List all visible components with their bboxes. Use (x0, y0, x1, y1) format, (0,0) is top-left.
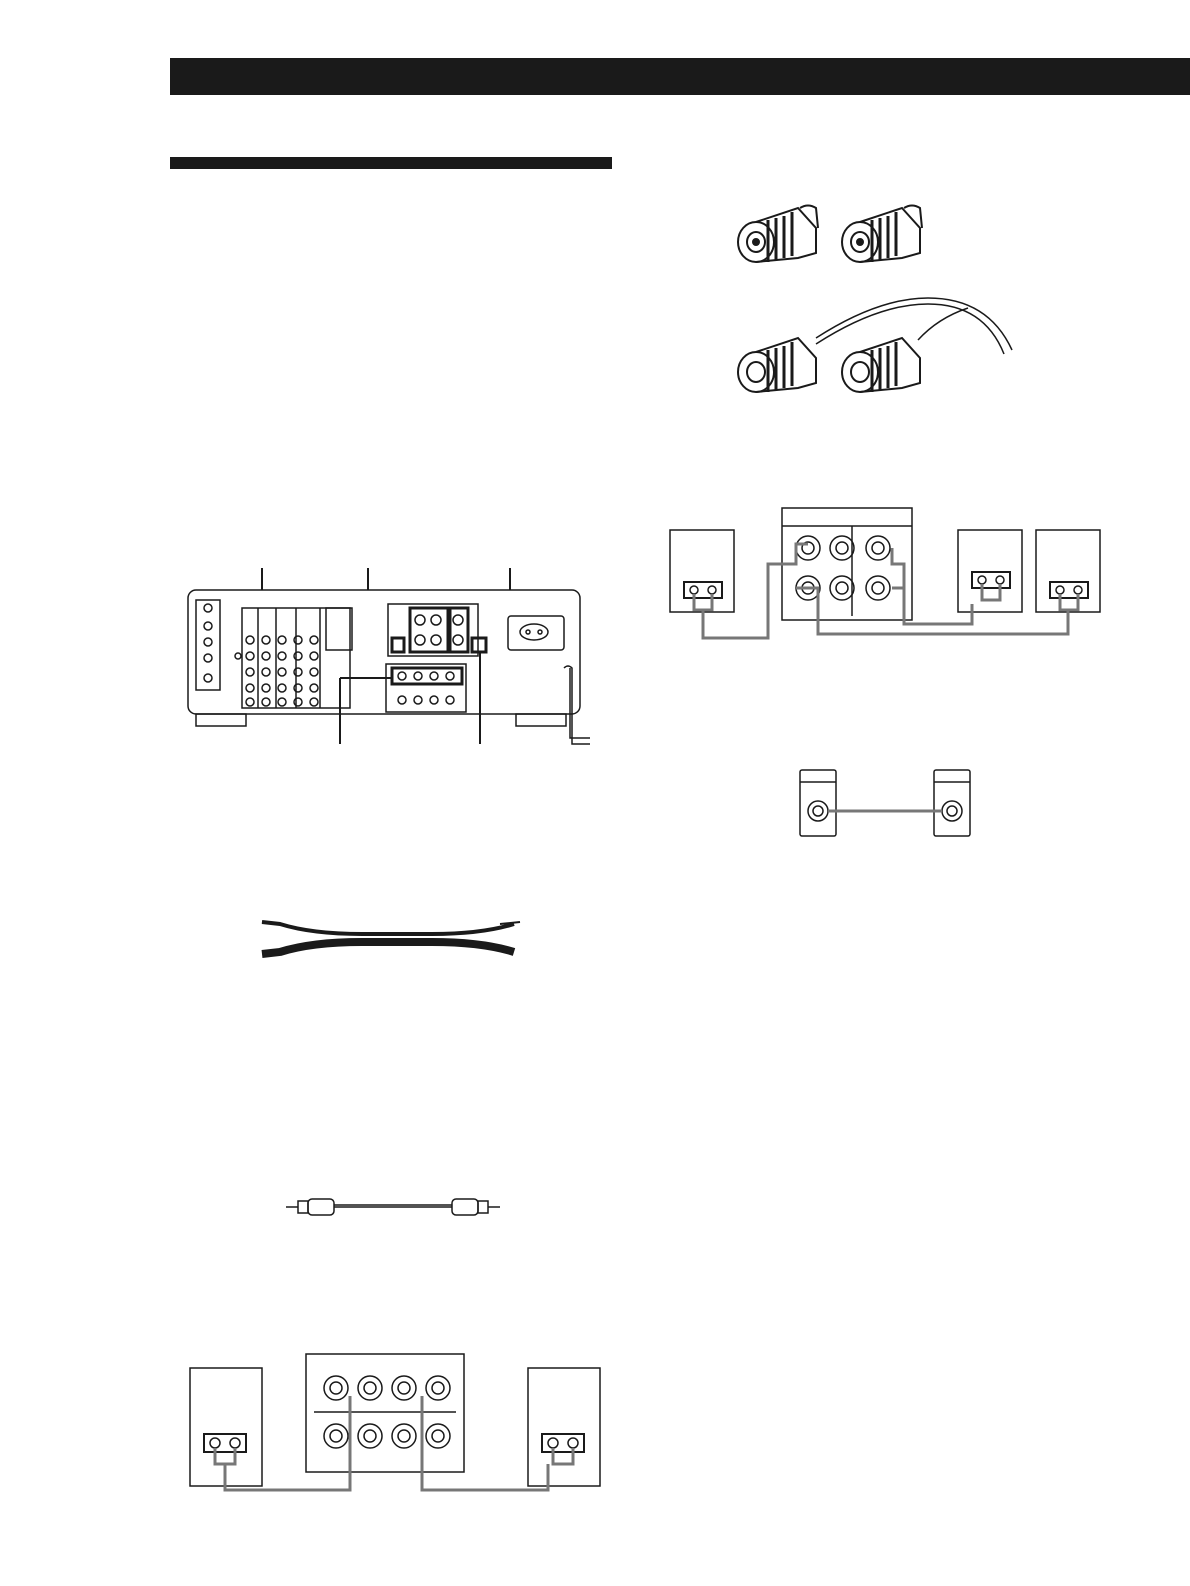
speaker-cord-illustration (262, 914, 524, 974)
receiver-rear-panel-illustration (186, 568, 596, 768)
binding-post-open-left (738, 206, 818, 263)
monaural-audio-cord-illustration (286, 1196, 500, 1218)
subwoofer-connection-diagram (800, 770, 970, 838)
binding-post-wired-right (842, 338, 920, 392)
binding-post-open-right (842, 206, 922, 263)
speaker-wire-pair (816, 298, 1012, 354)
speaker-terminal-illustration (728, 198, 1028, 408)
binding-post-wired-left (738, 338, 816, 392)
center-surround-wiring-diagram (670, 504, 1100, 652)
chapter-header-bar (170, 58, 1190, 95)
front-speaker-wiring-diagram (190, 1352, 600, 1507)
section-heading-rule (170, 157, 612, 169)
